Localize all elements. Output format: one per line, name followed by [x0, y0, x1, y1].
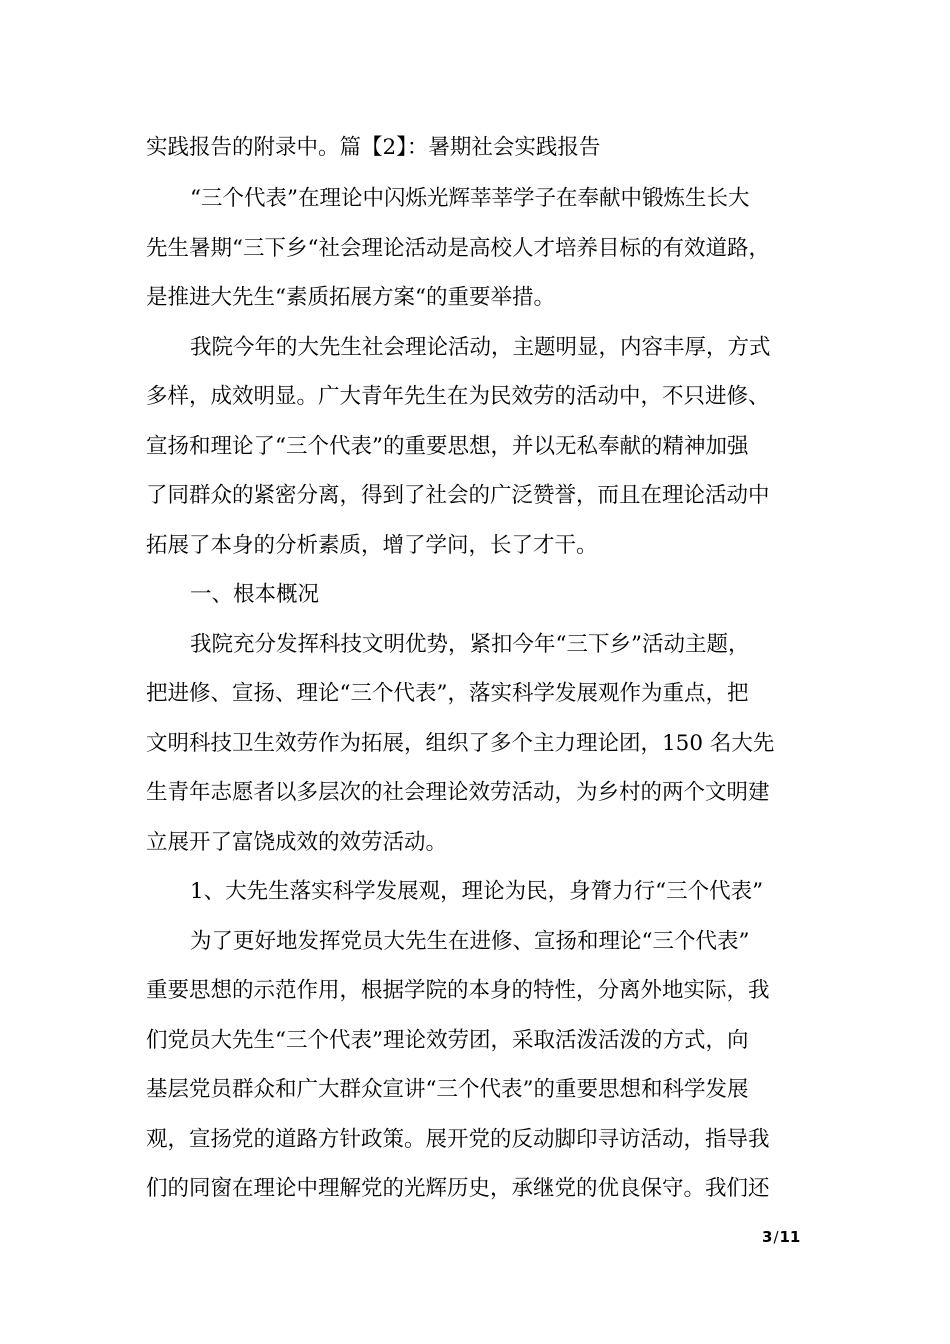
- text-line: 是推进大先生“素质拓展方案“的重要举措。: [146, 285, 555, 310]
- text-line: 基层党员群众和广大群众宣讲“三个代表”的重要思想和科学发展: [146, 1077, 749, 1102]
- text-line: 多样，成效明显。广大青年先生在为民效劳的活动中，不只进修、: [146, 384, 770, 409]
- page-total: 11: [779, 1228, 801, 1246]
- section-heading: 一、根本概况: [190, 582, 320, 607]
- text-line: 文明科技卫生效劳作为拓展，组织了多个主力理论团，150 名大先: [146, 730, 775, 756]
- text-line: 们的同窗在理论中理解党的光辉历史，承继党的优良保守。我们还: [146, 1176, 770, 1201]
- text-line: 我院今年的大先生社会理论活动，主题明显，内容丰厚，方式: [190, 334, 771, 360]
- page-number: [762, 1228, 800, 1246]
- text-line: 实践报告的附录中。篇【2】：暑期社会实践报告: [146, 135, 601, 160]
- text-line: 为了更好地发挥党员大先生在进修、宣扬和理论“三个代表”: [190, 928, 750, 954]
- document-body: [146, 130, 810, 1221]
- text-line: 们党员大先生“三个代表”理论效劳团，采取活泼活泼的方式，向: [146, 1027, 749, 1053]
- text-line: “三个代表”在理论中闪烁光辉莘莘学子在奉献中锻炼生长大: [190, 186, 750, 211]
- text-line: 我院充分发挥科技文明优势，紧扣今年“三下乡”活动主题，: [190, 631, 750, 657]
- text-line: 先生暑期“三下乡“社会理论活动是高校人才培养目标的有效道路，: [146, 235, 770, 261]
- text-line: 立展开了富饶成效的效劳活动。: [146, 829, 448, 855]
- text-line: 拓展了本身的分析素质，增了学问，长了才干。: [146, 532, 598, 558]
- page-separator: /: [773, 1228, 779, 1246]
- text-line: 生青年志愿者以多层次的社会理论效劳活动，为乡村的两个文明建: [146, 780, 770, 805]
- text-line: 观，宣扬党的道路方针政策。展开党的反动脚印寻访活动，指导我: [146, 1126, 770, 1152]
- page-current: 3: [762, 1228, 773, 1246]
- text-line: 了同群众的紧密分离，得到了社会的广泛赞誉，而且在理论活动中: [146, 483, 770, 508]
- text-line: 把进修、宣扬、理论“三个代表”，落实科学发展观作为重点，把: [146, 681, 749, 706]
- subsection-heading: 1、大先生落实科学发展观，理论为民，身膂力行“三个代表”: [190, 879, 764, 904]
- text-line: 宣扬和理论了“三个代表”的重要思想，并以无私奉献的精神加强: [146, 433, 749, 459]
- text-line: 重要思想的示范作用，根据学院的本身的特性，分离外地实际，我: [146, 978, 770, 1003]
